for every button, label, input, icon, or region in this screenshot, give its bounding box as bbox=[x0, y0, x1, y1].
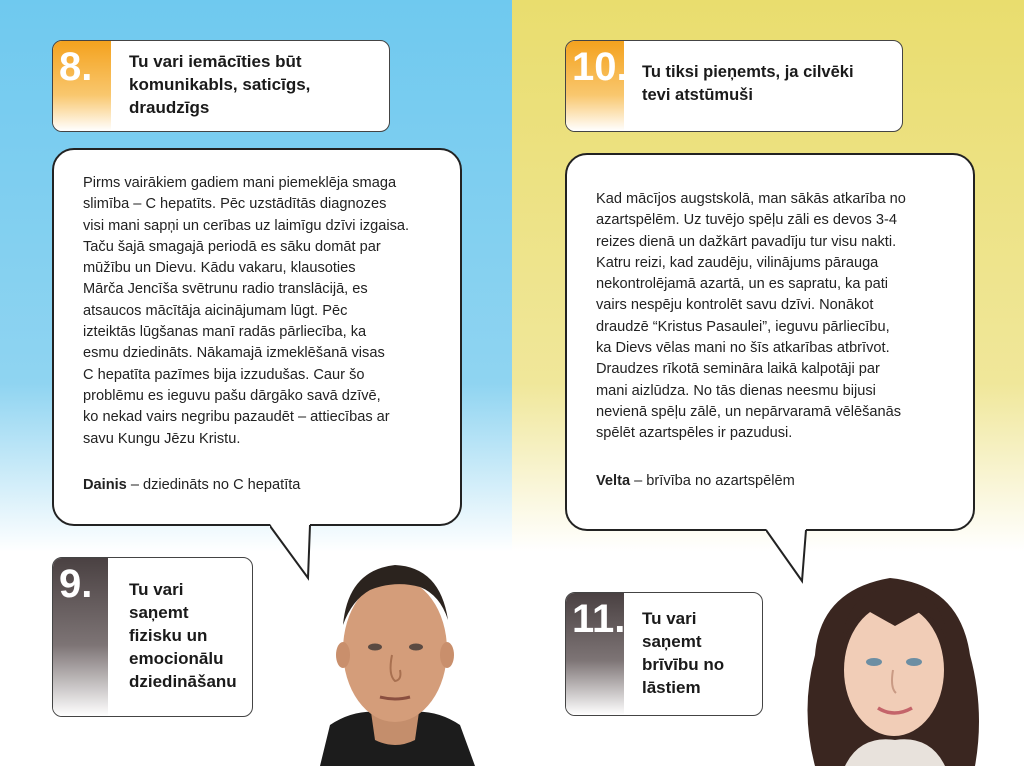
item-10-title-line: Tu tiksi pieņemts, ja cilvēki bbox=[642, 63, 854, 81]
story-line: Kad mācījos augstskolā, man sākās atkarība no bbox=[596, 191, 906, 207]
story-line: izteiktās lūgšanas manī radās pārliecība, ka bbox=[83, 324, 367, 341]
story-line: savu Kungu Jēzu Kristu. bbox=[83, 430, 241, 447]
left-signature bbox=[83, 477, 300, 493]
item-11-title-line: lāstiem bbox=[642, 678, 701, 697]
item-9-title-line: fizisku un bbox=[129, 626, 208, 645]
story-line: C hepatīta pazīmes bija izzudušas. Caur šo bbox=[83, 366, 365, 383]
item-9-title-line: emocionālu bbox=[129, 649, 224, 668]
story-line: slimība – C hepatīts. Pēc uzstādītās diagnozes bbox=[83, 196, 387, 213]
story-line: azartspēlēm. Uz tuvējo spēļu zāli es devos 3-4 bbox=[596, 212, 897, 229]
item-10-header bbox=[565, 40, 903, 132]
left-author-caption: – dziedināts no C hepatīta bbox=[126, 477, 301, 493]
item-11-header bbox=[565, 592, 763, 716]
story-line: Taču šajā smagajā periodā es sāku domāt par bbox=[83, 238, 381, 255]
story-line: Mārča Jencīša svētrunu radio translācijā, es bbox=[83, 281, 368, 298]
item-9-header bbox=[52, 557, 253, 717]
woman-portrait-photo bbox=[790, 560, 1000, 766]
item-9-title bbox=[129, 578, 237, 693]
left-story-text bbox=[83, 173, 432, 450]
story-line: nevienā spēļu zālē, un nepārvaramā vēlēšanās bbox=[596, 403, 902, 420]
story-line: Katru reizi, kad zaudēju, vilinājums pārauga bbox=[596, 254, 879, 271]
story-line: mūžību un Dievu. Kādu vakaru, klausoties bbox=[83, 260, 356, 277]
right-signature bbox=[596, 473, 795, 489]
story-line: mani aizlūdza. No tās dienas neesmu bijusi bbox=[596, 382, 876, 399]
story-line: spēlēt azartspēles ir pazudusi. bbox=[596, 425, 793, 442]
item-10-title bbox=[642, 61, 854, 107]
left-author-name: Dainis bbox=[83, 477, 127, 493]
item-8-number: 8. bbox=[53, 41, 111, 131]
item-11-title-line: saņemt bbox=[642, 632, 702, 651]
story-line: atsaucos mācītāja aicinājumam lūgt. Pēc bbox=[83, 302, 348, 319]
man-portrait-photo bbox=[300, 555, 490, 766]
story-line: esmu dziedināts. Nākamajā izmeklēšanā visas bbox=[83, 345, 385, 362]
story-line: reizes dienā un dažkārt pavadīju tur visu nakti. bbox=[596, 233, 897, 250]
item-11-title-line: brīvību no bbox=[642, 655, 725, 674]
item-11-title-line: Tu vari bbox=[642, 609, 697, 628]
item-8-title-line: draudzīgs bbox=[129, 98, 210, 117]
story-line: visi mani sapņi un cerības uz laimīgu dzīvi izgaisa. bbox=[83, 217, 410, 234]
story-line: nekontrolējamā azartā, un es sapratu, ka pati bbox=[596, 276, 889, 293]
item-9-number: 9. bbox=[53, 558, 108, 716]
story-line: ka Dievs vēlas mani no šīs atkarības atbrīvot. bbox=[596, 340, 890, 357]
item-8-title-line: Tu vari iemācīties būt bbox=[129, 52, 302, 71]
item-9-title-line: Tu vari bbox=[129, 580, 184, 599]
item-8-title-line: komunikabls, saticīgs, bbox=[129, 75, 311, 94]
item-11-number: 11. bbox=[566, 593, 624, 715]
item-11-title bbox=[642, 607, 724, 699]
item-10-number: 10. bbox=[566, 41, 624, 131]
story-line: draudzē “Kristus Pasaulei”, ieguvu pārliecību, bbox=[596, 318, 890, 335]
right-story-text bbox=[596, 189, 945, 445]
right-author-caption: – brīvība no azartspēlēm bbox=[630, 473, 795, 489]
item-9-title-line: saņemt bbox=[129, 603, 189, 622]
story-line: ko nekad vairs negribu pazaudēt – attiecības ar bbox=[83, 409, 390, 426]
item-10-title-line: tevi atstūmuši bbox=[642, 86, 753, 104]
story-line: Pirms vairākiem gadiem mani piemeklēja smaga bbox=[83, 175, 397, 191]
item-8-title bbox=[129, 50, 310, 119]
story-line: Draudzes rīkotā semināra laikā kalpotāji par bbox=[596, 361, 880, 378]
story-line: vairs nespēju kontrolēt savu dzīvi. Nonākot bbox=[596, 297, 874, 314]
item-9-title-line: dziedināšanu bbox=[129, 672, 237, 691]
item-8-header bbox=[52, 40, 390, 132]
right-author-name: Velta bbox=[596, 473, 631, 489]
story-line: problēmu es ieguvu pašu dārgāko savā dzīvē, bbox=[83, 387, 381, 404]
